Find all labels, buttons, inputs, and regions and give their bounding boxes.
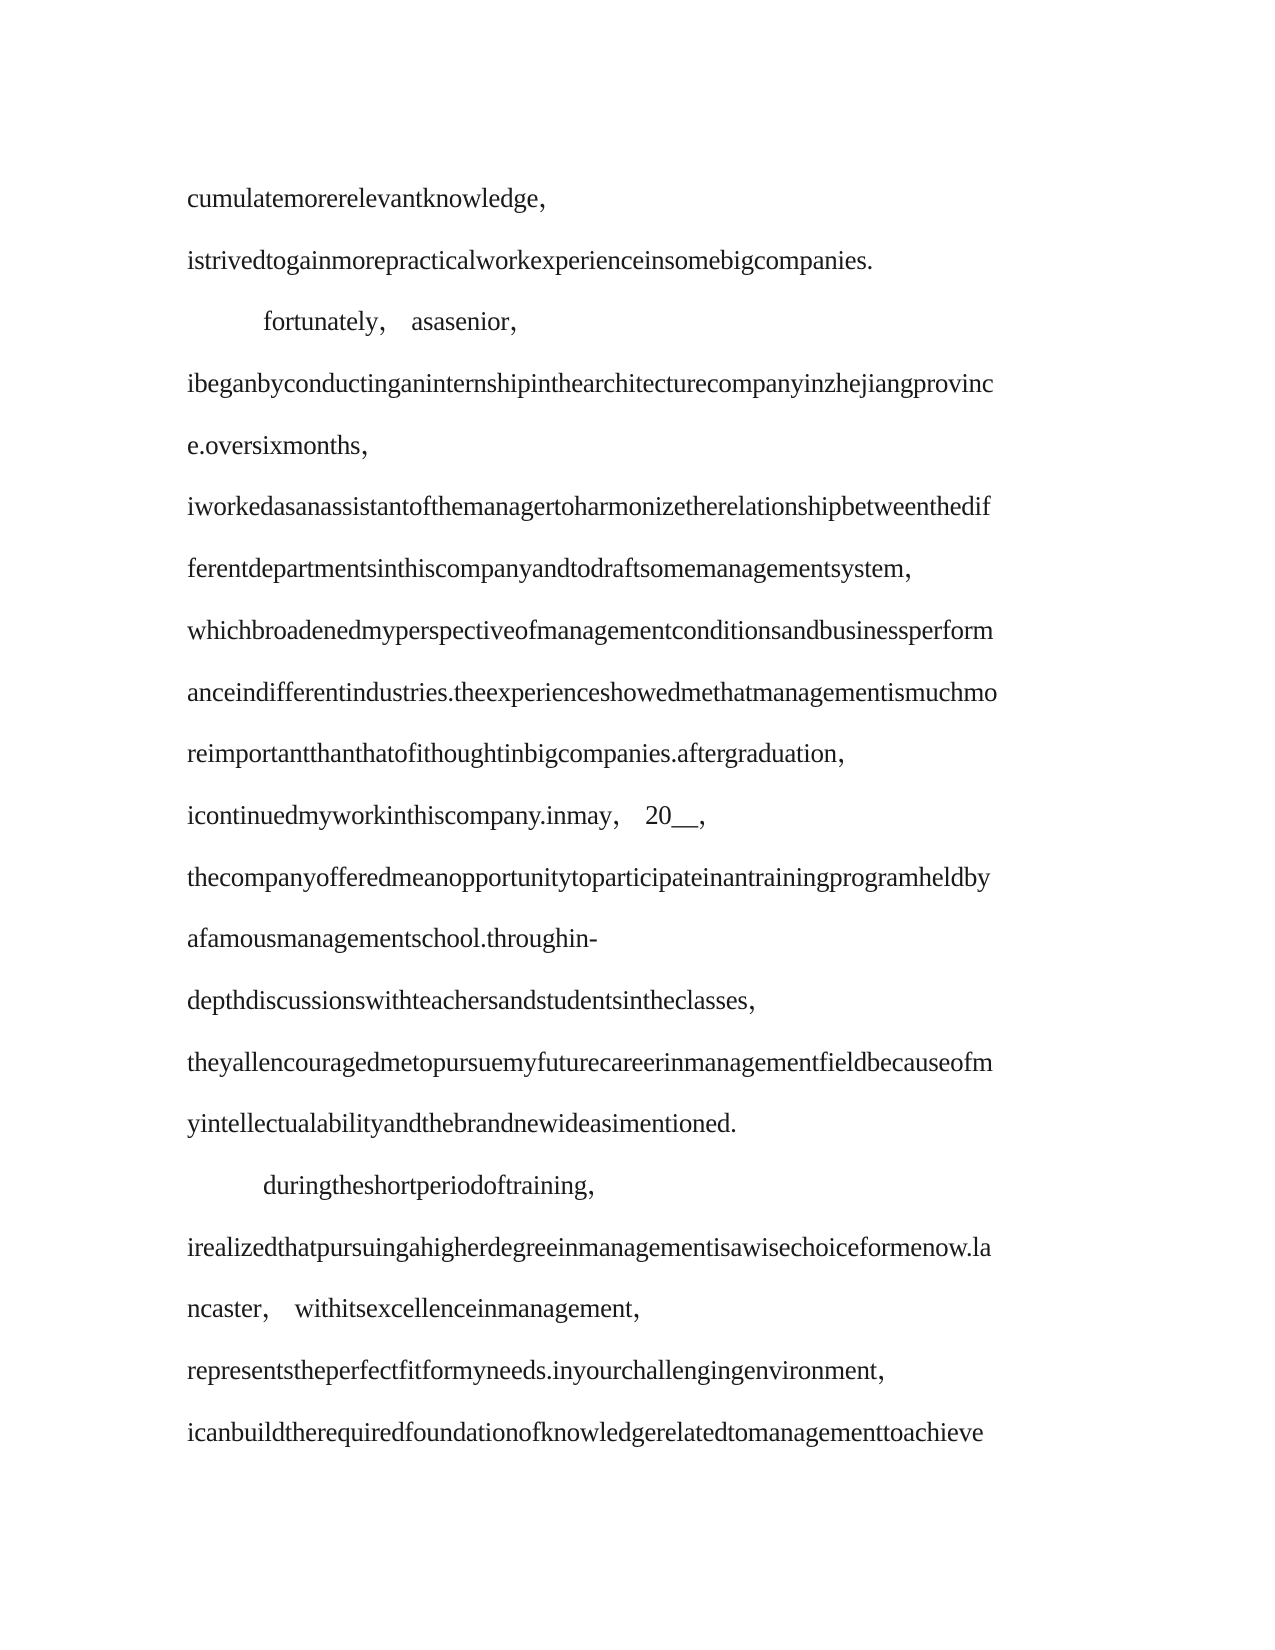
paragraph-start-line: duringtheshortperiodoftraining， [263,1170,614,1200]
text-line: theyallencouragedmetopursuemyfuturecareerinmanagementfieldbecauseofm [187,1046,993,1077]
text-line: thecompanyofferedmeanopportunitytoparticipateinantrainingprogramheldby [187,861,991,892]
text-line: afamousmanagementschool.throughin- [187,923,598,954]
text-line: ncaster， withitsexcellenceinmanagement， [187,1293,659,1324]
text-line: yintellectualabilityandthebrandnewideasimentioned. [187,1108,737,1139]
text-line: representstheperfectfitformyneeds.inyourchallengingenvironment， [187,1355,904,1386]
text-line: e.oversixmonths， [187,429,387,460]
text-line: iworkedasanassistantofthemanagertoharmonizetherelationshipbetweenthedif [187,491,991,522]
text-line: istrivedtogainmorepracticalworkexperienceinsomebigcompanies. [187,244,873,275]
text-line: ibeganbyconductinganinternshipinthearchitecturecompanyinzhejiangprovinc [187,368,994,399]
text-line: whichbroadenedmyperspectiveofmanagementconditionsandbusinessperform [187,614,994,645]
text-line: depthdiscussionswithteachersandstudentsintheclasses， [187,984,775,1015]
text-line: icontinuedmyworkinthiscompany.inmay， 20__， [187,799,725,830]
text-line: irealizedthatpursuingahigherdegreeinmanagementisawisechoiceformenow.la [187,1231,992,1262]
text-line: icanbuildtherequiredfoundationofknowledgerelatedtomanagementtoachieve [187,1416,984,1447]
text-line: ferentdepartmentsinthiscompanyandtodraftsomemanagementsystem， [187,553,931,584]
paragraph-start-line: fortunately， asasenior， [263,306,536,337]
text-line: reimportantthanthatofithoughtinbigcompanies.aftergraduation， [187,738,864,769]
body-text [187,168,1087,1463]
text-line: anceindifferentindustries.theexperienceshowedmethatmanagementismuchmo [187,676,998,707]
text-line: cumulatemorerelevantknowledge， [187,183,565,213]
